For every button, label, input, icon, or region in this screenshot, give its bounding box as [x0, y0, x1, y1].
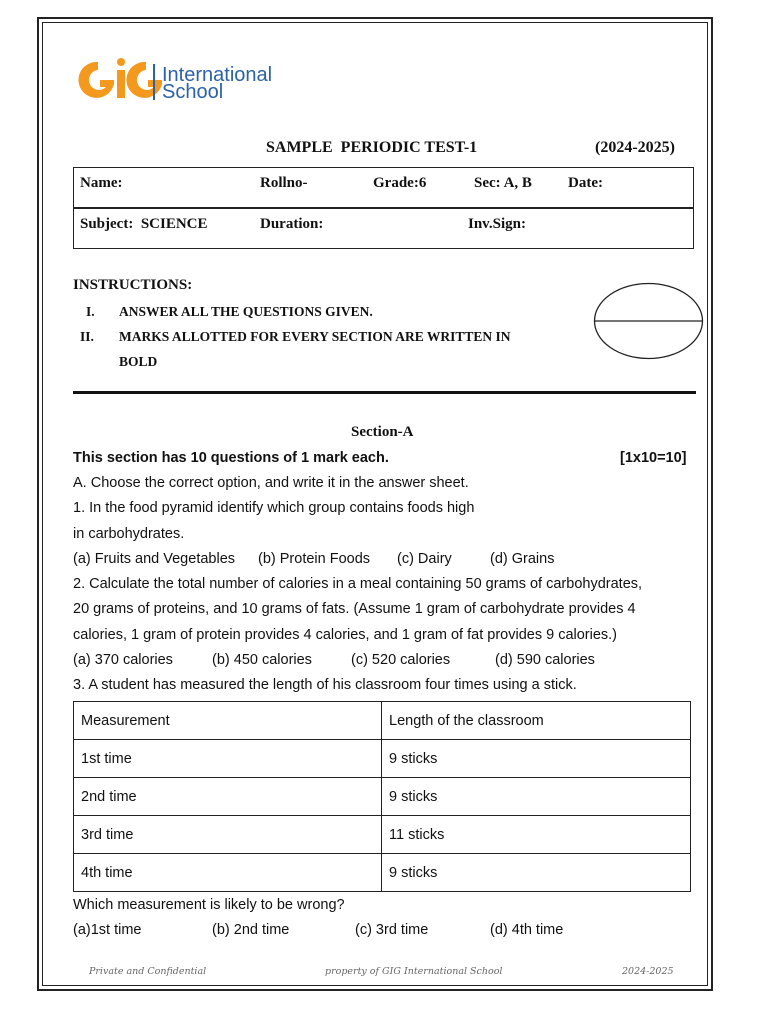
question-3-option-d: (d) 4th time	[490, 922, 564, 938]
instruction-1-number: I.	[86, 304, 95, 319]
question-2-option-d: (d) 590 calories	[495, 652, 595, 668]
table-cell: 9 sticks	[382, 740, 691, 778]
section-marks: [1x10=10]	[620, 450, 687, 466]
footer-left: Private and Confidential	[89, 966, 207, 977]
question-1-option-a: (a) Fruits and Vegetables	[73, 551, 236, 567]
table-cell: 9 sticks	[382, 778, 691, 816]
question-1-line2: in carbohydrates.	[73, 526, 185, 542]
table-row	[74, 816, 691, 854]
question-1-line1: 1. In the food pyramid identify which group contains foods high	[73, 500, 475, 516]
section-instruction: A. Choose the correct option, and write it in the answer sheet.	[73, 475, 469, 491]
section-separator	[73, 391, 696, 394]
question-3-option-a: (a)1st time	[73, 922, 142, 938]
question-3-prompt: Which measurement is likely to be wrong?	[73, 897, 345, 913]
question-3-option-b: (b) 2nd time	[212, 922, 290, 938]
section-label: Sec: A, B	[474, 175, 532, 191]
test-title: SAMPLE PERIODIC TEST-1	[266, 139, 478, 156]
question-3-option-c: (c) 3rd time	[355, 922, 429, 938]
question-2-option-b: (b) 450 calories	[212, 652, 312, 668]
section-title: Section-A	[351, 424, 414, 440]
instruction-1-text: ANSWER ALL THE QUESTIONS GIVEN.	[119, 304, 373, 319]
instruction-2-text: MARKS ALLOTTED FOR EVERY SECTION ARE WRITTEN IN	[119, 329, 511, 344]
inv-sign-label: Inv.Sign:	[468, 216, 526, 232]
logo-divider	[153, 64, 155, 100]
question-2-option-a: (a) 370 calories	[73, 652, 173, 668]
test-year: (2024-2025)	[595, 139, 675, 156]
instruction-2-text-cont: BOLD	[119, 354, 158, 369]
table-row	[74, 740, 691, 778]
instructions-heading: INSTRUCTIONS:	[73, 277, 193, 293]
grade-label: Grade:6	[373, 175, 427, 191]
table-header-cell: Length of the classroom	[382, 702, 691, 740]
table-cell: 2nd time	[74, 778, 382, 816]
table-cell: 9 sticks	[382, 854, 691, 892]
question-2-line3: calories, 1 gram of protein provides 4 calories, and 1 gram of fat provides 9 calories.)	[73, 627, 618, 643]
table-header-row	[74, 702, 691, 740]
question-1-option-b: (b) Protein Foods	[258, 551, 371, 567]
question-2-line2: 20 grams of proteins, and 10 grams of fats. (Assume 1 gram of carbohydrate provides 4	[73, 601, 636, 617]
table-row	[74, 854, 691, 892]
table-cell: 4th time	[74, 854, 382, 892]
name-label: Name:	[80, 175, 123, 191]
question-2-option-c: (c) 520 calories	[351, 652, 451, 668]
table-cell: 3rd time	[74, 816, 382, 854]
question-1-option-c: (c) Dairy	[397, 551, 452, 567]
logo-text-line2: School	[162, 81, 224, 103]
question-1-option-d: (d) Grains	[490, 551, 555, 567]
subject-label: Subject: SCIENCE	[80, 216, 208, 232]
table-cell: 11 sticks	[382, 816, 691, 854]
table-cell: 1st time	[74, 740, 382, 778]
rollno-label: Rollno-	[260, 175, 308, 191]
marks-oval	[593, 282, 704, 360]
table-header-cell: Measurement	[74, 702, 382, 740]
measurement-table	[73, 701, 691, 892]
table-row	[74, 778, 691, 816]
question-2-line1: 2. Calculate the total number of calories in a meal containing 50 grams of carbohydrates,	[73, 576, 643, 592]
instruction-2-number: II.	[80, 329, 94, 344]
section-description: This section has 10 questions of 1 mark each.	[73, 450, 389, 466]
info-box-divider	[73, 207, 694, 209]
logo-text-line1: International	[162, 64, 273, 86]
footer-right: 2024-2025	[622, 966, 674, 977]
question-3-line1: 3. A student has measured the length of his classroom four times using a stick.	[73, 677, 577, 693]
date-label: Date:	[568, 175, 603, 191]
duration-label: Duration:	[260, 216, 324, 232]
footer-center: property of GIG International School	[325, 966, 503, 977]
